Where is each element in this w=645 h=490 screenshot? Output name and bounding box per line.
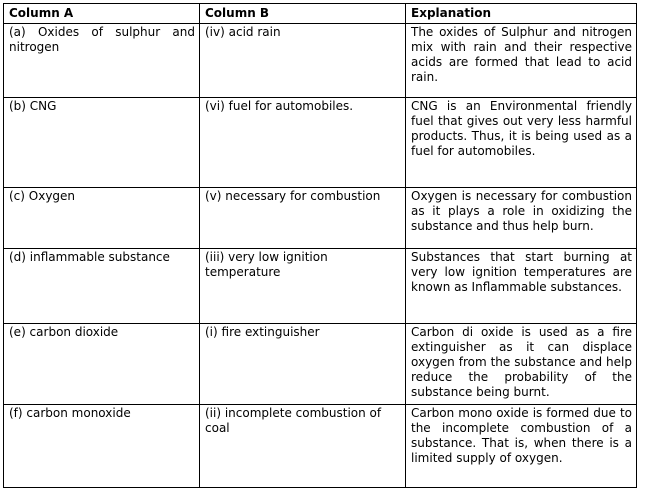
column-b-cell: (ii) incomplete combustion of coal bbox=[200, 405, 406, 488]
table-row bbox=[4, 249, 637, 324]
table-row bbox=[4, 188, 637, 249]
column-a-cell: (a) Oxides of sulphur and nitrogen bbox=[4, 24, 200, 98]
column-b-cell: (i) fire extinguisher bbox=[200, 324, 406, 405]
explanation-cell: Substances that start burning at very low ignition temperatures are known as Inflammable substances. bbox=[406, 249, 637, 324]
explanation-cell: Carbon mono oxide is formed due to the incomplete combustion of a substance. That is, when there is a limited supply of oxygen. bbox=[406, 405, 637, 488]
column-a-header: Column A bbox=[4, 4, 200, 24]
explanation-cell: Carbon di oxide is used as a fire extinguisher as it can displace oxygen from the substance and help reduce the probability of the substance being burnt. bbox=[406, 324, 637, 405]
table-row bbox=[4, 24, 637, 98]
table-row bbox=[4, 324, 637, 405]
column-b-header: Column B bbox=[200, 4, 406, 24]
column-b-cell: (iv) acid rain bbox=[200, 24, 406, 98]
column-a-cell: (f) carbon monoxide bbox=[4, 405, 200, 488]
column-b-cell: (iii) very low ignition temperature bbox=[200, 249, 406, 324]
matching-table bbox=[3, 3, 637, 488]
column-a-cell: (e) carbon dioxide bbox=[4, 324, 200, 405]
table-row bbox=[4, 98, 637, 188]
explanation-cell: Oxygen is necessary for combustion as it plays a role in oxidizing the substance and thus help burn. bbox=[406, 188, 637, 249]
table-header-row bbox=[4, 4, 637, 24]
explanation-header: Explanation bbox=[406, 4, 637, 24]
column-a-cell: (c) Oxygen bbox=[4, 188, 200, 249]
explanation-cell: CNG is an Environmental friendly fuel that gives out very less harmful products. Thus, it is being used as a fuel for automobiles. bbox=[406, 98, 637, 188]
explanation-cell: The oxides of Sulphur and nitrogen mix with rain and their respective acids are formed that lead to acid rain. bbox=[406, 24, 637, 98]
column-a-cell: (d) inflammable substance bbox=[4, 249, 200, 324]
column-b-cell: (v) necessary for combustion bbox=[200, 188, 406, 249]
column-b-cell: (vi) fuel for automobiles. bbox=[200, 98, 406, 188]
table-row bbox=[4, 405, 637, 488]
column-a-cell: (b) CNG bbox=[4, 98, 200, 188]
